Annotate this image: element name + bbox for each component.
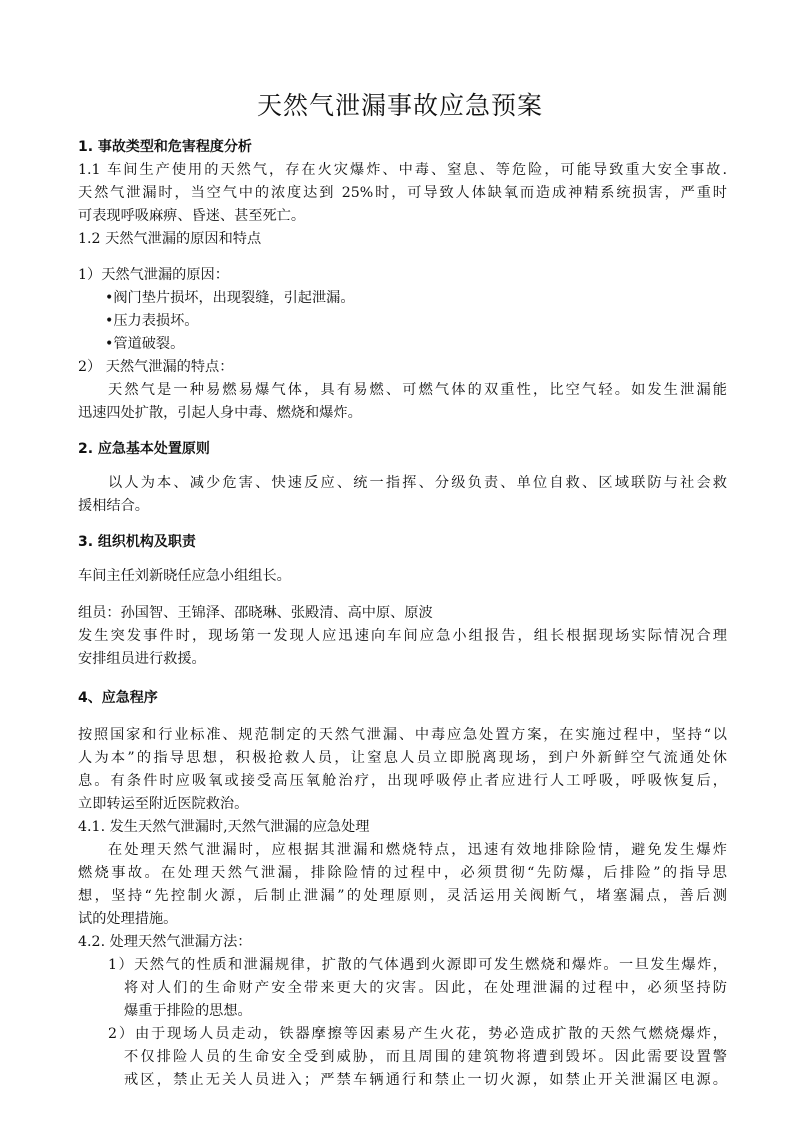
paragraph-line: 天然气泄漏时，当空气中的浓度达到 25%时，可导致人体缺氧而造成神精系统损害，严重时 [78, 185, 727, 201]
paragraph-line: 迅速四处扩散，引起人身中毒、燃烧和爆炸。 [78, 405, 362, 421]
section-heading-4: 4、应急程序 [78, 690, 158, 706]
paragraph-line: 爆重于排险的思想。 [124, 1003, 252, 1019]
list-heading: 2） 天然气泄漏的特点： [78, 359, 234, 375]
paragraph-line: 安排组员进行救援。 [78, 651, 206, 667]
paragraph-line: 戒区，禁止无关人员进入；严禁车辆通行和禁止一切火源，如禁止开关泄漏区电源。 [124, 1072, 727, 1088]
paragraph-line: 燃烧事故。在处理天然气泄漏，排除险情的过程中，必须贯彻“先防爆，后排险”的指导思 [78, 865, 727, 881]
paragraph-line: 天然气是一种易燃易爆气体，具有易燃、可燃气体的双重性，比空气轻。如发生泄漏能 [108, 382, 727, 398]
section-heading-3: 3. 组织机构及职责 [78, 534, 196, 550]
paragraph-line: 以人为本、减少危害、快速反应、统一指挥、分级负责、单位自救、区域联防与社会救 [108, 475, 727, 491]
subsection-heading: 4.2. 处理天然气泄漏方法： [78, 934, 252, 950]
numbered-item: 2）由于现场人员走动，铁器摩擦等因素易产生火花，势必造成扩散的天然气燃烧爆炸， [108, 1026, 727, 1042]
paragraph-line: 组员：孙国智、王锦泽、邵晓琳、张殿清、高中原、原波 [78, 605, 433, 621]
paragraph-line: 立即转运至附近医院救治。 [78, 796, 249, 812]
paragraph-line: 不仅排险人员的生命安全受到威胁，而且周围的建筑物将遭到毁坏。因此需要设置警 [124, 1049, 727, 1065]
paragraph-line: 按照国家和行业标准、规范制定的天然气泄漏、中毒应急处置方案，在实施过程中，坚持“以 [78, 727, 727, 743]
bullet-item: •压力表损坏。 [105, 313, 199, 329]
paragraph-line: 试的处理措施。 [78, 911, 178, 927]
bullet-item: •阀门垫片损坏，出现裂缝，引起泄漏。 [105, 290, 355, 306]
paragraph-line: 息。有条件时应吸氧或接受高压氧舱治疗，出现呼吸停止者应进行人工呼吸，呼吸恢复后， [78, 773, 727, 789]
paragraph-line: 可表现呼吸麻痹、昏迷、甚至死亡。 [78, 208, 306, 224]
bullet-item: •管道破裂。 [105, 336, 185, 352]
section-heading-2: 2. 应急基本处置原则 [78, 441, 210, 457]
paragraph-line: 在处理天然气泄漏时，应根据其泄漏和燃烧特点，迅速有效地排除险情，避免发生爆炸 [108, 842, 727, 858]
document-title: 天然气泄漏事故应急预案 [256, 91, 543, 120]
paragraph-line: 人为本”的指导思想，积极抢救人员，让窒息人员立即脱离现场，到户外新鲜空气流通处休 [78, 750, 727, 766]
paragraph-line: 发生突发事件时，现场第一发现人应迅速向车间应急小组报告，组长根据现场实际情况合理 [78, 628, 727, 644]
paragraph-line: 将对人们的生命财产安全带来更大的灾害。因此，在处理泄漏的过程中，必须坚持防 [124, 980, 727, 996]
subsection-heading: 1.2 天然气泄漏的原因和特点 [78, 231, 262, 247]
subsection-heading: 4.1. 发生天然气泄漏时,天然气泄漏的应急处理 [78, 819, 370, 835]
paragraph-line: 想，坚持“先控制火源，后制止泄漏”的处理原则，灵活运用关阀断气，堵塞漏点，善后测 [78, 888, 727, 904]
numbered-item: 1）天然气的性质和泄漏规律，扩散的气体遇到火源即可发生燃烧和爆炸。一旦发生爆炸， [108, 957, 727, 973]
list-heading: 1）天然气泄漏的原因： [78, 267, 229, 283]
paragraph-line: 援相结合。 [78, 498, 149, 514]
section-heading-1: 1. 事故类型和危害程度分析 [78, 139, 252, 155]
paragraph-line: 1.1 车间生产使用的天然气，存在火灾爆炸、中毒、窒息、等危险，可能导致重大安全事故. [78, 162, 727, 178]
paragraph-line: 车间主任刘新晓任应急小组组长。 [78, 568, 291, 584]
